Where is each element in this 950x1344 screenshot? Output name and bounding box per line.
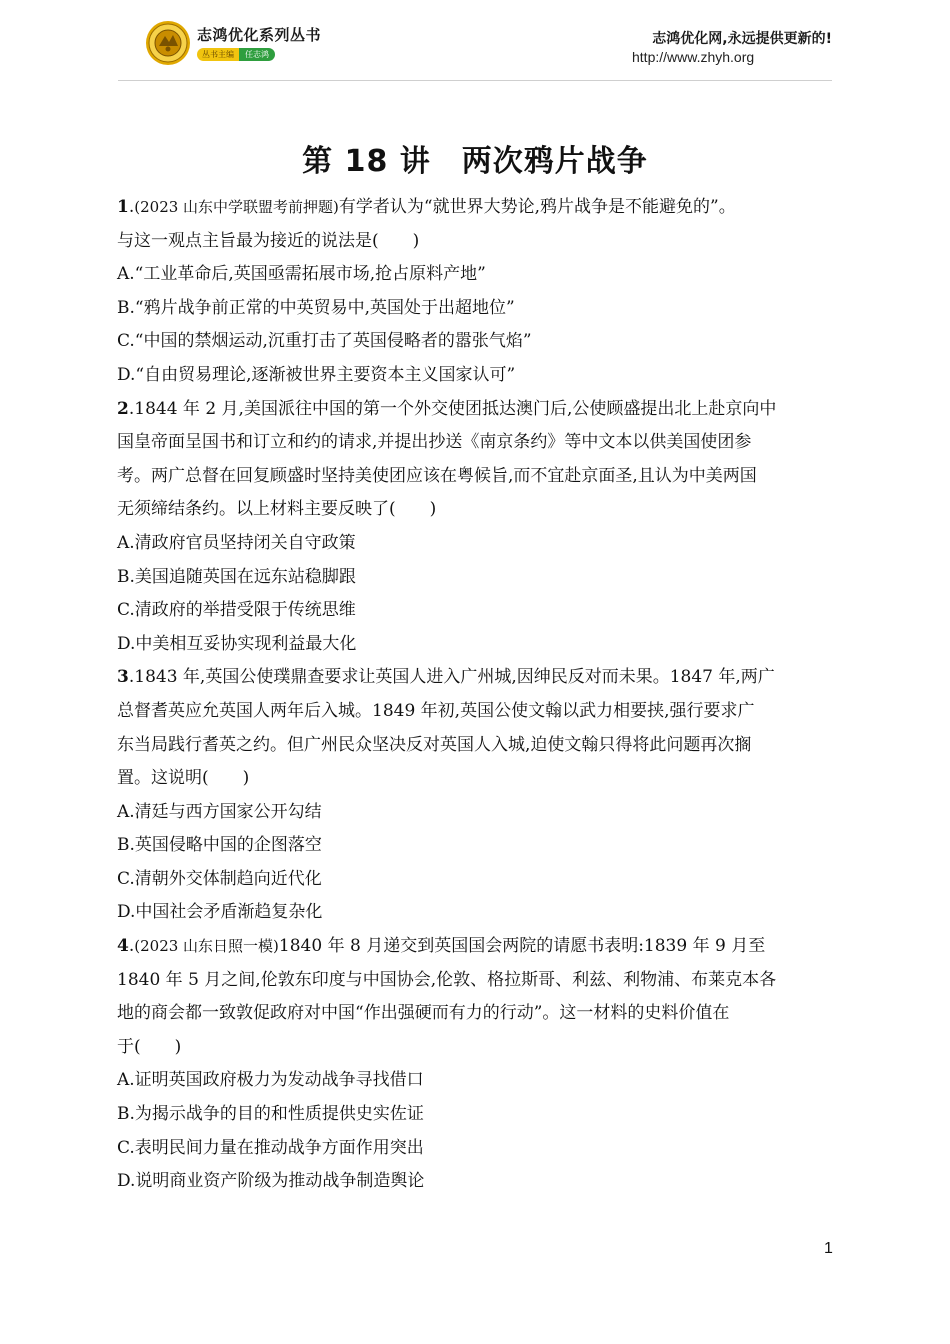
question-2 bbox=[117, 393, 835, 662]
question-stem-line bbox=[117, 393, 835, 427]
option-d[interactable]: D.说明商业资产阶级为推动战争制造舆论 bbox=[117, 1171, 425, 1192]
header-divider bbox=[118, 80, 832, 81]
question-stem-line bbox=[117, 729, 835, 763]
option-c[interactable]: C.表明民间力量在推动战争方面作用突出 bbox=[117, 1137, 424, 1158]
question-text: 地的商会都一致敦促政府对中国“作出强硬而有力的行动”。这一材料的史料价值在 bbox=[117, 1003, 730, 1024]
option-c[interactable]: C.清政府的举措受限于传统思维 bbox=[117, 600, 356, 621]
page-title: 第 18 讲 两次鸦片战争 bbox=[302, 144, 648, 179]
question-text: .1844 年 2 月,美国派往中国的第一个外交使团抵达澳门后,公使顾盛提出北上赴京向中 bbox=[128, 398, 777, 419]
option-b[interactable]: B.为揭示战争的目的和性质提供史实佐证 bbox=[117, 1104, 424, 1125]
question-stem-line bbox=[117, 1031, 835, 1065]
question-stem-line bbox=[117, 997, 835, 1031]
question-text: 于( ) bbox=[117, 1036, 182, 1057]
page-number: 1 bbox=[824, 1240, 833, 1257]
question-stem-line bbox=[117, 493, 835, 527]
question-stem-line bbox=[117, 460, 835, 494]
option-a[interactable]: A.证明英国政府极力为发动战争寻找借口 bbox=[117, 1070, 424, 1091]
zhihong-seal-logo-icon bbox=[145, 20, 191, 66]
editor-name: 任志鸿 bbox=[239, 48, 275, 61]
option-b[interactable]: B.美国追随英国在远东站稳脚跟 bbox=[117, 566, 356, 587]
question-text: 无须缔结条约。以上材料主要反映了( ) bbox=[117, 499, 437, 520]
question-number: 3 bbox=[117, 667, 129, 688]
series-title: 志鸿优化系列丛书 bbox=[197, 26, 322, 44]
question-stem-line: 4.(2023 山东日照一模)1840 年 8 月递交到英国国会两院的请愿书表明:1839 年 9 月至 bbox=[117, 936, 766, 957]
option-a[interactable]: A.清政府官员坚持闭关自守政策 bbox=[117, 532, 356, 553]
question-text: 与这一观点主旨最为接近的说法是( ) bbox=[117, 230, 420, 251]
question-text: 国皇帝面呈国书和订立和约的请求,并提出抄送《南京条约》等中文本以供美国使团参 bbox=[117, 432, 752, 453]
question-stem-line bbox=[117, 695, 835, 729]
question-3 bbox=[117, 661, 835, 930]
site-slogan: 志鸿优化网,永远提供更新的! bbox=[652, 31, 832, 47]
website-link[interactable]: http://www.zhyh.org bbox=[632, 49, 755, 65]
question-stem-line bbox=[117, 964, 835, 998]
question-source: (2023 山东日照一模) bbox=[134, 937, 279, 956]
question-stem-line bbox=[117, 762, 835, 796]
option-c[interactable]: C.清朝外交体制趋向近代化 bbox=[117, 868, 322, 889]
question-list bbox=[117, 191, 835, 1199]
question-number: 4 bbox=[117, 936, 129, 957]
question-text: 1840 年 8 月递交到英国国会两院的请愿书表明:1839 年 9 月至 bbox=[278, 936, 766, 957]
question-text: 东当局践行耆英之约。但广州民众坚决反对英国人入城,迫使文翰只得将此问题再次搁 bbox=[117, 734, 752, 755]
question-source: (2023 山东中学联盟考前押题) bbox=[134, 198, 339, 216]
option-a[interactable]: A.清廷与西方国家公开勾结 bbox=[117, 801, 322, 822]
question-text: 1840 年 5 月之间,伦敦东印度与中国协会,伦敦、格拉斯哥、利兹、利物浦、布莱克本各 bbox=[117, 969, 777, 990]
question-stem-line bbox=[117, 426, 835, 460]
option-d[interactable]: D.中国社会矛盾渐趋复杂化 bbox=[117, 902, 323, 923]
question-text: 总督耆英应允英国人两年后入城。1849 年初,英国公使文翰以武力相要挟,强行要求广 bbox=[117, 700, 755, 721]
question-text: .1843 年,英国公使璞鼎查要求让英国人进入广州城,因绅民反对而未果。1847 年,两广 bbox=[128, 667, 775, 688]
option-a[interactable]: A.“工业革命后,英国亟需拓展市场,抢占原料产地” bbox=[117, 264, 486, 285]
question-text: 置。这说明( ) bbox=[117, 768, 250, 789]
question-1 bbox=[117, 191, 835, 393]
editor-label: 丛书主编 bbox=[197, 48, 239, 61]
question-number: 1 bbox=[117, 197, 129, 217]
question-text: 有学者认为“就世界大势论,鸦片战争是不能避免的”。 bbox=[338, 197, 736, 217]
editor-badge bbox=[197, 48, 275, 61]
option-d[interactable]: D.“自由贸易理论,逐渐被世界主要资本主义国家认可” bbox=[117, 364, 516, 385]
option-b[interactable]: B.“鸦片战争前正常的中英贸易中,英国处于出超地位” bbox=[117, 297, 515, 318]
option-d[interactable]: D.中美相互妥协实现利益最大化 bbox=[117, 633, 357, 654]
option-b[interactable]: B.英国侵略中国的企图落空 bbox=[117, 835, 322, 856]
question-stem-line bbox=[117, 661, 835, 695]
question-text: 考。两广总督在回复顾盛时坚持美使团应该在粤候旨,而不宜赴京面圣,且认为中美两国 bbox=[117, 465, 757, 486]
question-number: 2 bbox=[117, 398, 129, 419]
question-4 bbox=[117, 930, 835, 1199]
question-stem-line bbox=[117, 225, 835, 259]
question-stem-line: 1.(2023 山东中学联盟考前押题)有学者认为“就世界大势论,鸦片战争是不能避免的”。 bbox=[117, 197, 736, 217]
option-c[interactable]: C.“中国的禁烟运动,沉重打击了英国侵略者的嚣张气焰” bbox=[117, 331, 532, 352]
page-header bbox=[0, 0, 950, 82]
